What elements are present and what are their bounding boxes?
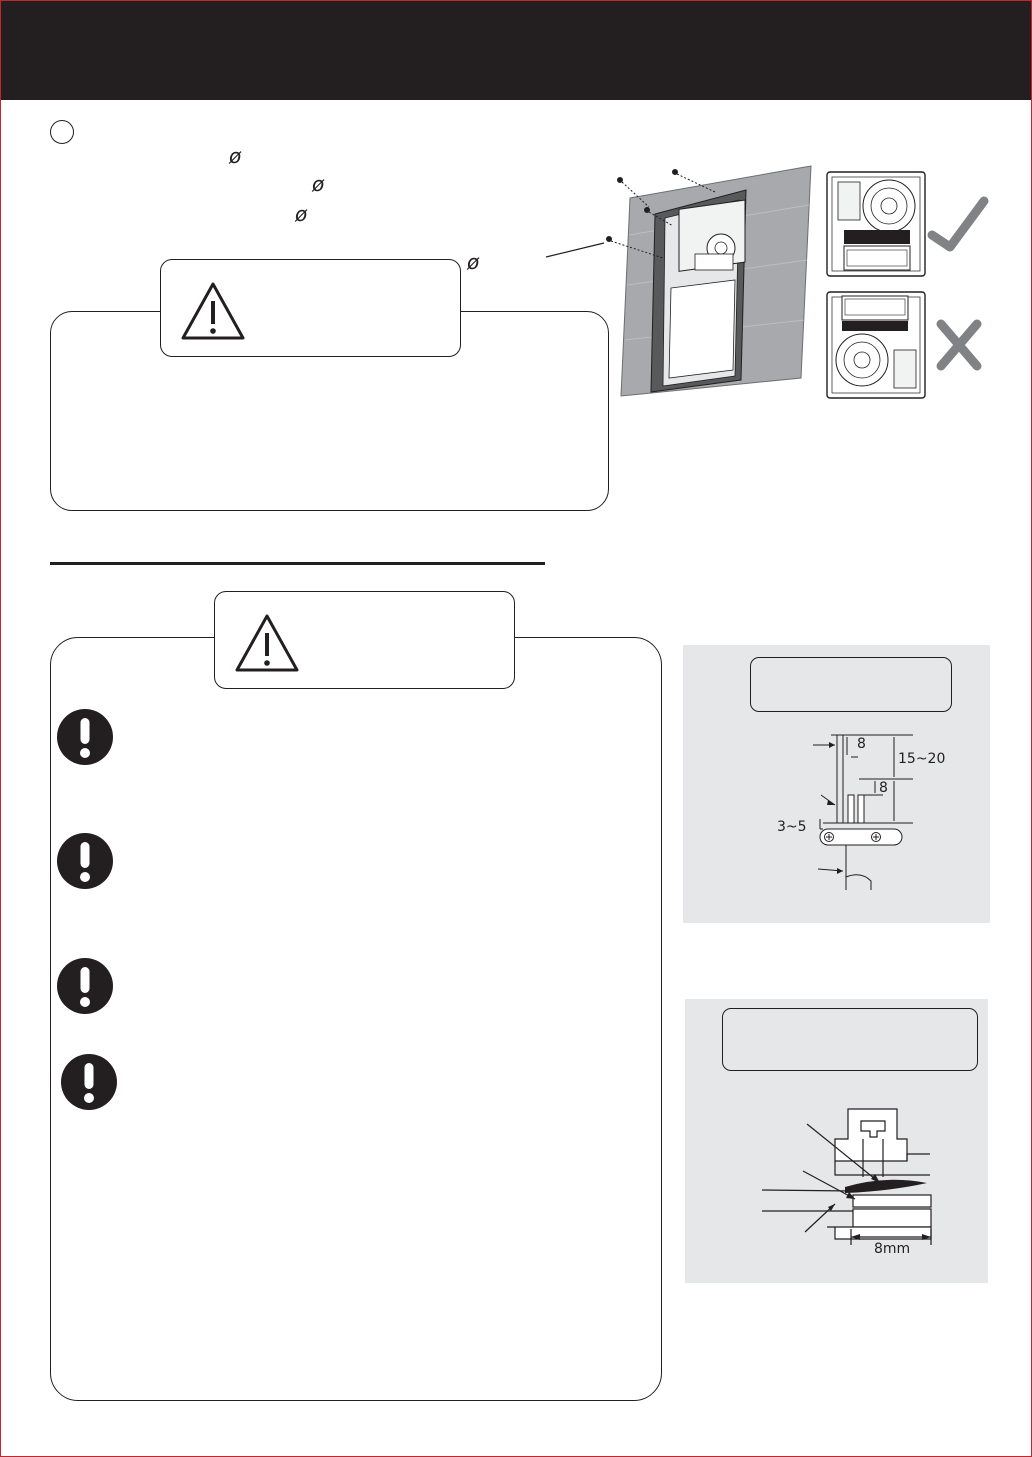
warning-triangle-icon [234, 613, 300, 673]
exclamation-circle-icon [60, 1053, 118, 1111]
wire-strip-diagram [683, 645, 990, 923]
caution-tab-bottom [214, 591, 515, 689]
wall-mount-illustration [603, 160, 818, 400]
diameter-symbol: ø [295, 202, 308, 226]
caution-tab-top [160, 259, 461, 357]
diameter-symbol: ø [229, 144, 242, 168]
exclamation-circle-icon [56, 708, 114, 766]
terminal-diagram [685, 999, 988, 1283]
diameter-symbol: ø [467, 250, 480, 274]
dim-inner-strip: 8 [879, 780, 888, 796]
exclamation-circle-icon [56, 957, 114, 1015]
warning-triangle-icon [180, 281, 246, 341]
step-number-circle [50, 120, 74, 144]
exclamation-circle-icon [56, 832, 114, 890]
header-bar [1, 1, 1031, 100]
dim-terminal: 8mm [874, 1241, 911, 1257]
check-mark-icon [928, 195, 990, 253]
diameter-symbol: ø [312, 172, 325, 196]
caution-panel-bottom [50, 637, 662, 1401]
leader-line [540, 235, 610, 265]
dim-bottom: 3~5 [777, 819, 807, 835]
section-divider [50, 562, 545, 565]
dim-top-strip: 8 [857, 736, 866, 752]
cross-mark-icon [935, 318, 983, 372]
dim-overall: 15~20 [898, 751, 946, 767]
